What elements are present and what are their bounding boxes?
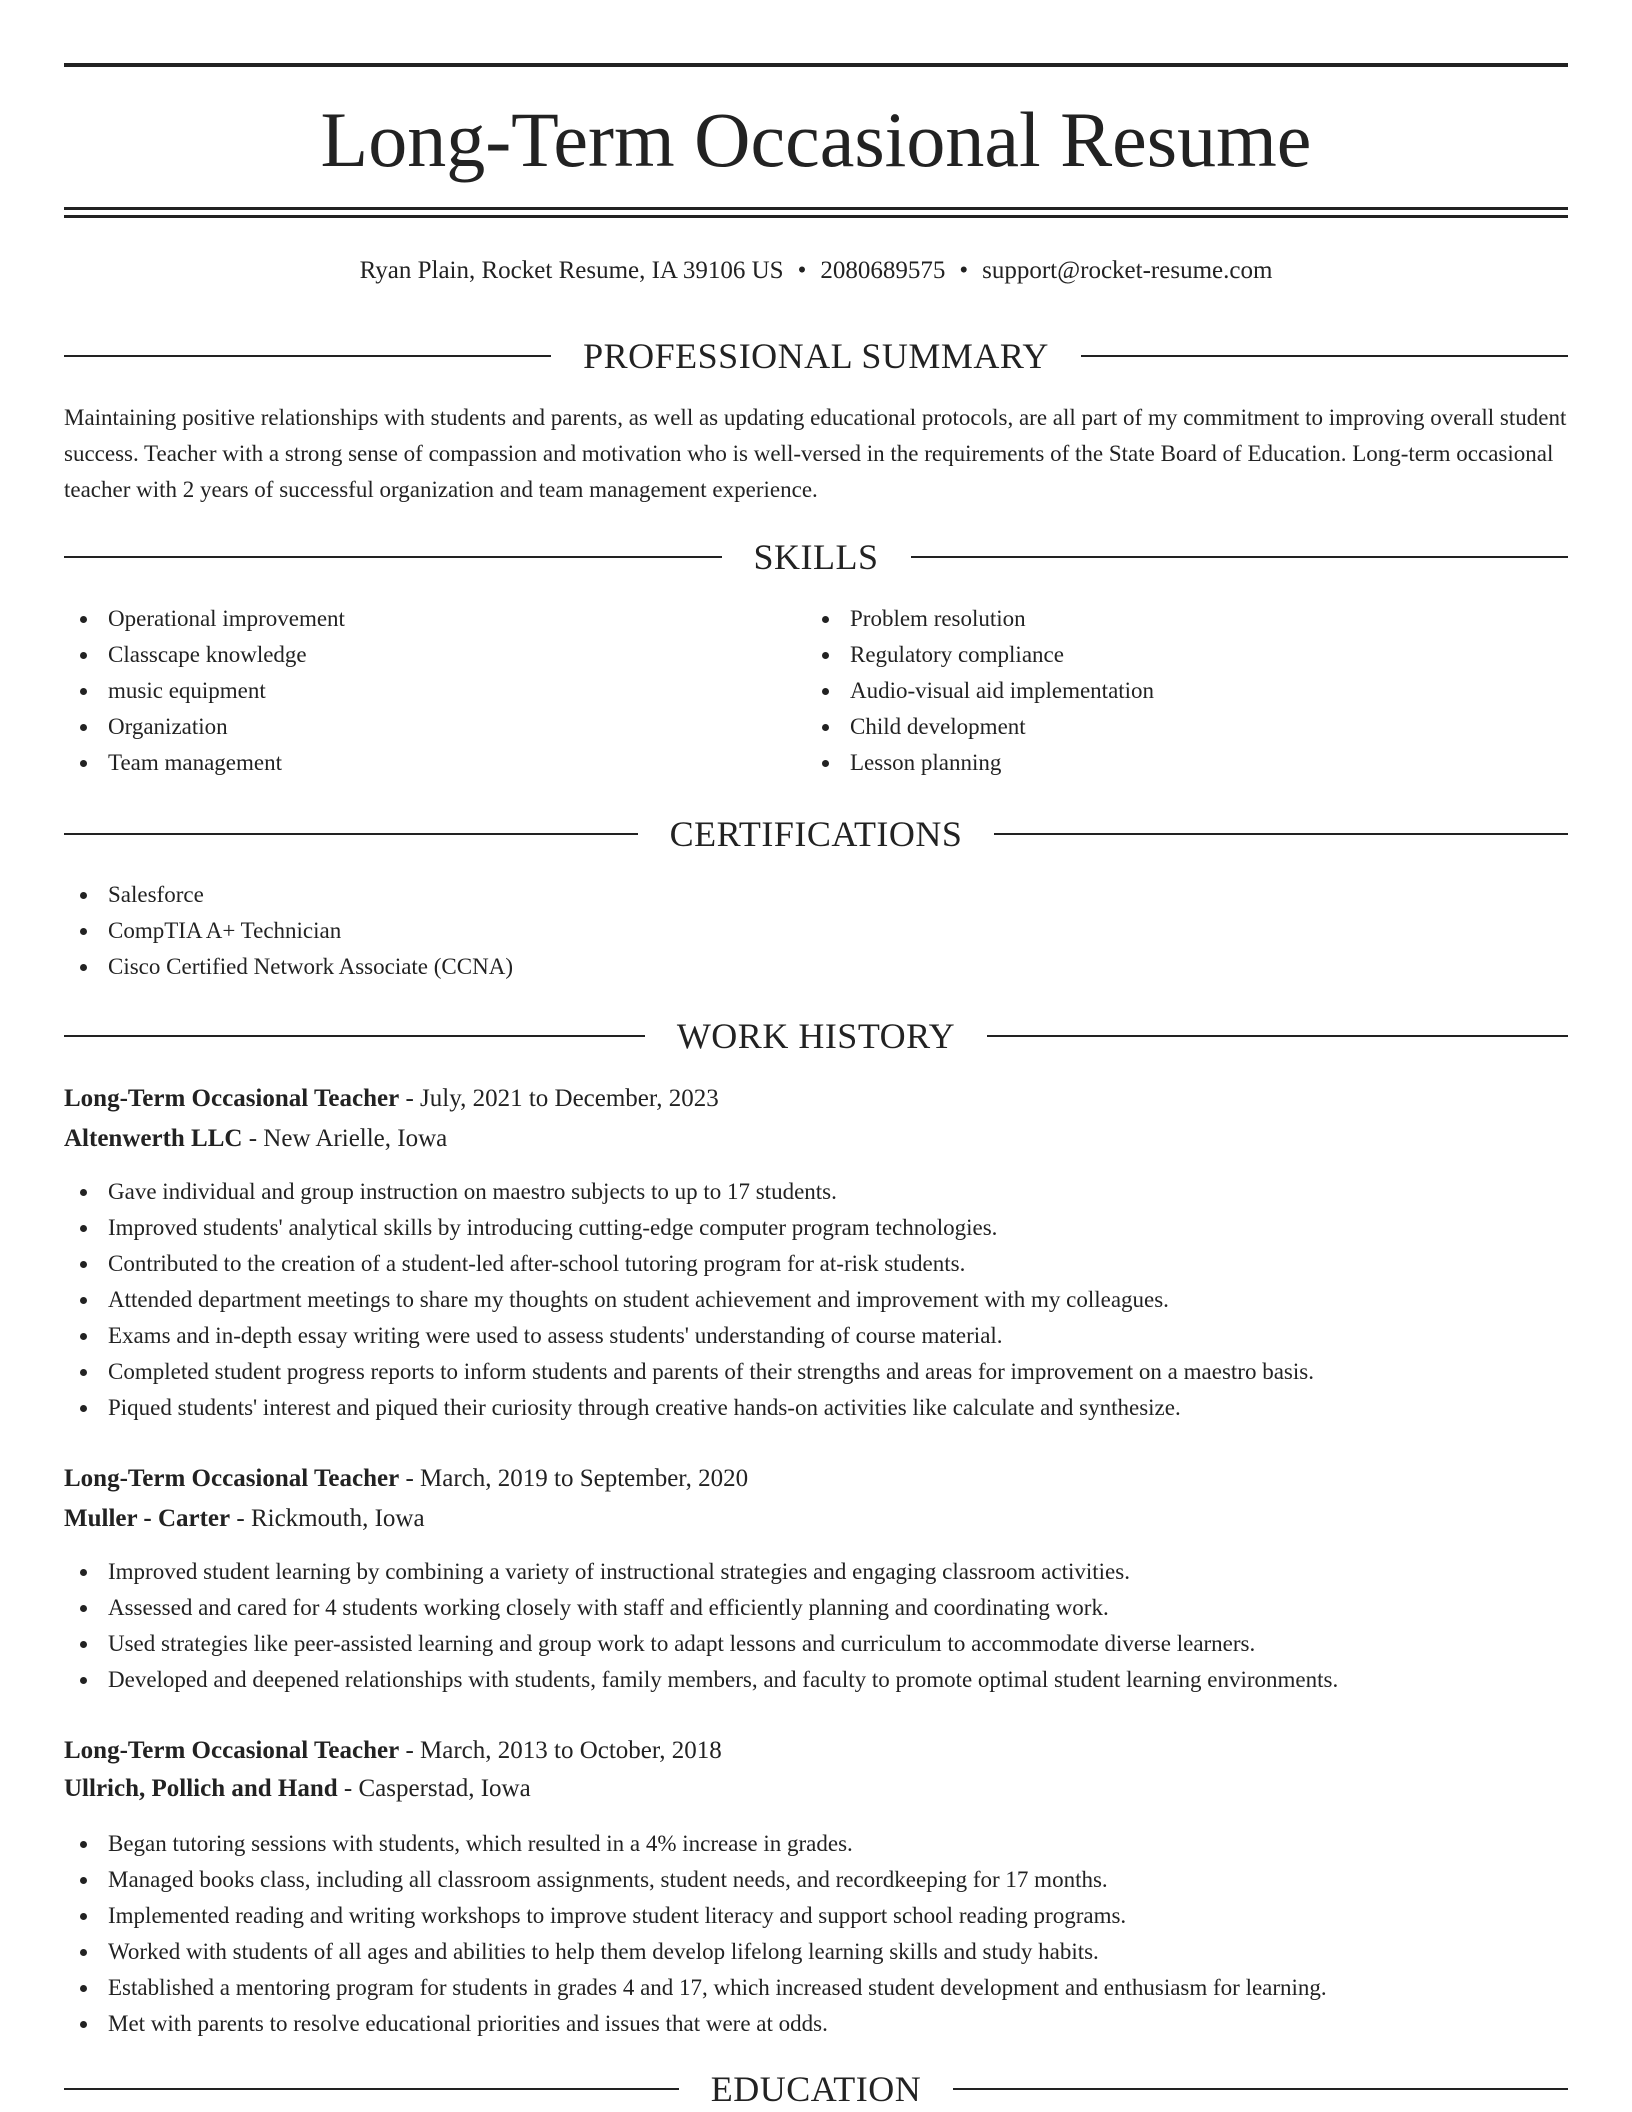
job-bullet: Worked with students of all ages and abilities to help them develop lifelong learning skills and study habits. [64, 1934, 1327, 1970]
skill-item: Team management [64, 745, 345, 781]
job-bullet: Gave individual and group instruction on maestro subjects to up to 17 students. [64, 1174, 1314, 1210]
divider-line [64, 1035, 645, 1037]
certification-item: CompTIA A+ Technician [64, 913, 513, 949]
section-title: SKILLS [753, 537, 879, 577]
section-title: WORK HISTORY [676, 1016, 956, 1056]
contact-phone: 2080689575 [820, 257, 946, 284]
summary-text: Maintaining positive relationships with students and parents, as well as updating educational protocols, are all part of my commitment to improving overall student success. Teacher with a strong sense of compassion and motivation who is well-versed in the requirements of the State Board of Education. Long-term occasional teacher with 2 years of successful organization and team management experience. [64, 405, 1567, 502]
section-heading-summary [64, 331, 1568, 381]
job-bullet: Used strategies like peer-assisted learning and group work to adapt lessons and curriculum to accommodate diverse learners. [64, 1626, 1338, 1662]
job-bullet: Improved student learning by combining a variety of instructional strategies and engaging classroom activities. [64, 1554, 1338, 1590]
divider-line [64, 556, 722, 558]
divider-line [64, 2088, 679, 2090]
job-location: - Casperstad, Iowa [337, 1775, 531, 1802]
skill-item: Organization [64, 709, 345, 745]
skill-item: Child development [806, 709, 1154, 745]
skill-item: Lesson planning [806, 745, 1154, 781]
job-dates: - March, 2019 to September, 2020 [399, 1465, 749, 1492]
job-dates: - March, 2013 to October, 2018 [399, 1737, 722, 1764]
job-bullet: Established a mentoring program for students in grades 4 and 17, which increased student development and enthusiasm for learning. [64, 1970, 1327, 2006]
section-heading-certifications [64, 809, 1568, 859]
job-title-line [64, 1731, 1568, 1771]
job-bullet: Assessed and cared for 4 students working closely with staff and efficiently planning and coordinating work. [64, 1590, 1338, 1626]
job-title-line [64, 1079, 1568, 1119]
section-title: CERTIFICATIONS [669, 814, 963, 854]
job-company: Muller - Carter [64, 1505, 231, 1532]
certification-item: Salesforce [64, 877, 513, 913]
job-bullets [64, 1554, 1338, 1698]
divider-line [64, 833, 638, 835]
job-bullet: Completed student progress reports to inform students and parents of their strengths and areas for improvement on a maestro basis. [64, 1354, 1314, 1390]
job-bullet: Developed and deepened relationships with students, family members, and faculty to promote optimal student learning environments. [64, 1662, 1338, 1698]
contact-separator: • [797, 257, 807, 284]
skills-list-left [64, 601, 345, 781]
job-company: Altenwerth LLC [64, 1125, 243, 1152]
skill-item: music equipment [64, 673, 345, 709]
title-rule-upper [64, 207, 1568, 210]
job-title: Long-Term Occasional Teacher [64, 1737, 400, 1764]
job-company: Ullrich, Pollich and Hand [64, 1775, 338, 1802]
skill-item: Regulatory compliance [806, 637, 1154, 673]
certification-item: Cisco Certified Network Associate (CCNA) [64, 949, 513, 985]
job-dates: - July, 2021 to December, 2023 [399, 1085, 719, 1112]
skill-item: Problem resolution [806, 601, 1154, 637]
section-heading-education [64, 2066, 1568, 2112]
section-title: PROFESSIONAL SUMMARY [583, 336, 1049, 376]
job-location: - Rickmouth, Iowa [230, 1505, 425, 1532]
top-rule [64, 63, 1568, 67]
job-title-line [64, 1459, 1568, 1499]
job-location: - New Arielle, Iowa [242, 1125, 448, 1152]
job-bullet: Contributed to the creation of a student-led after-school tutoring program for at-risk students. [64, 1246, 1314, 1282]
divider-line [911, 556, 1569, 558]
job-title: Long-Term Occasional Teacher [64, 1085, 400, 1112]
page-title: Long-Term Occasional Resume [320, 96, 1312, 183]
job-bullet: Managed books class, including all classroom assignments, student needs, and recordkeeping for 17 months. [64, 1862, 1327, 1898]
job-bullets [64, 1826, 1327, 2042]
contact-address: Ryan Plain, Rocket Resume, IA 39106 US [359, 257, 784, 284]
job-company-line [64, 1119, 1568, 1159]
skill-item: Operational improvement [64, 601, 345, 637]
skills-list-right [806, 601, 1154, 781]
job-company-line [64, 1499, 1568, 1539]
skill-item: Audio-visual aid implementation [806, 673, 1154, 709]
contact-email: support@rocket-resume.com [982, 257, 1273, 284]
job-bullet: Exams and in-depth essay writing were used to assess students' understanding of course material. [64, 1318, 1314, 1354]
contact-separator: • [959, 257, 969, 284]
divider-line [953, 2088, 1568, 2090]
job-bullets [64, 1174, 1314, 1426]
job-bullet: Implemented reading and writing workshops to improve student literacy and support school reading programs. [64, 1898, 1327, 1934]
job-bullet: Began tutoring sessions with students, which resulted in a 4% increase in grades. [64, 1826, 1327, 1862]
certifications-list [64, 877, 513, 985]
job-title: Long-Term Occasional Teacher [64, 1465, 400, 1492]
skill-item: Classcape knowledge [64, 637, 345, 673]
divider-line [1081, 355, 1568, 357]
section-heading-work-history [64, 1011, 1568, 1061]
job-company-line [64, 1769, 1568, 1809]
contact-line [64, 254, 1568, 288]
job-bullet: Attended department meetings to share my thoughts on student achievement and improvement with my colleagues. [64, 1282, 1314, 1318]
section-heading-skills [64, 532, 1568, 582]
section-title: EDUCATION [710, 2069, 922, 2109]
divider-line [994, 833, 1568, 835]
job-bullet: Met with parents to resolve educational priorities and issues that were at odds. [64, 2006, 1327, 2042]
job-bullet: Improved students' analytical skills by introducing cutting-edge computer program technologies. [64, 1210, 1314, 1246]
divider-line [64, 355, 551, 357]
job-bullet: Piqued students' interest and piqued their curiosity through creative hands-on activities like calculate and synthesize. [64, 1390, 1314, 1426]
title-rule-lower [64, 215, 1568, 218]
divider-line [987, 1035, 1568, 1037]
